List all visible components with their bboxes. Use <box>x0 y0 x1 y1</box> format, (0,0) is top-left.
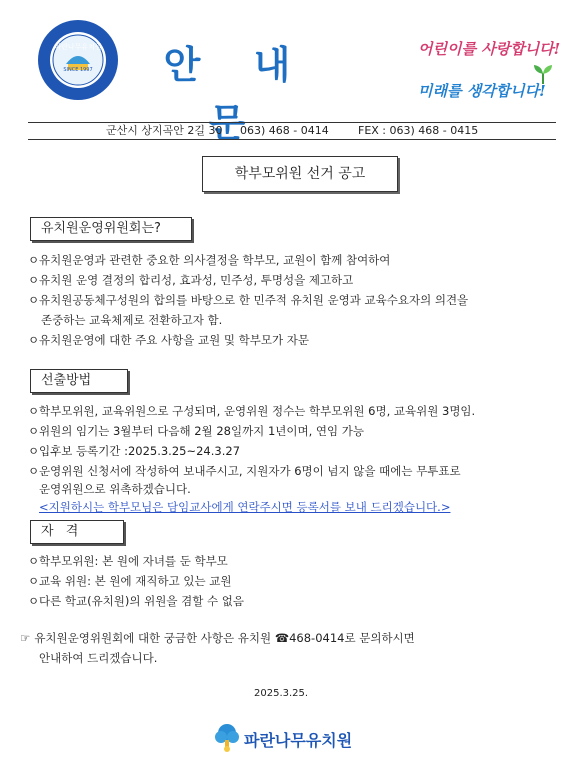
qualify-line-3: ㅇ다른 학교(유치원)의 위원을 겸할 수 없음 <box>28 594 244 608</box>
contact-line-2: 안내하여 드리겠습니다. <box>39 651 158 665</box>
method-line-5: 운영위원으로 위촉하겠습니다. <box>39 482 191 496</box>
section-heading-qualify: 자 격 <box>30 520 124 544</box>
section-heading-method: 선출방법 <box>30 369 128 393</box>
qualify-line-1: ㅇ학부모위원: 본 원에 자녀를 둔 학부모 <box>28 554 228 568</box>
method-line-1: ㅇ학부모위원, 교육위원으로 구성되며, 운영위원 정수는 학부모위원 6명, 교육위원 3명임. <box>28 404 476 418</box>
phone-number: 063) 468 - 0414 <box>240 124 329 137</box>
contact-line-1: ☞ 유치원운영위원회에 대한 궁금한 사항은 유치원 ☎468-0414로 문의하시면 <box>20 631 415 645</box>
tree-logo-icon <box>212 722 242 752</box>
register-request-note: <지원하시는 학부모님은 담임교사에게 연락주시면 등록서를 보내 드리겠습니다.> <box>39 500 451 514</box>
section-heading-about: 유치원운영위원회는? <box>30 217 192 241</box>
address: 군산시 상지곡안 2길 30 <box>106 124 223 137</box>
about-line-3: ㅇ유치원공동체구성원의 합의를 바탕으로 한 민주적 유치원 운영과 교육수요자의 의견을 <box>28 293 469 307</box>
about-line-1: ㅇ유치원운영과 관련한 중요한 의사결정을 학부모, 교원이 함께 참여하여 <box>28 253 391 267</box>
kindergarten-seal-icon <box>36 18 120 102</box>
page-title: 안 내 문 <box>163 43 311 145</box>
pointer-icon: ☞ <box>20 631 31 645</box>
qualify-line-2: ㅇ교육 위원: 본 원에 재직하고 있는 교원 <box>28 574 232 588</box>
slogan-future: 미래를 생각합니다! <box>418 82 546 100</box>
seal-since: SINCE 1997 <box>63 67 93 73</box>
sprout-icon <box>532 64 554 84</box>
method-line-3: ㅇ입후보 등록기간 :2025.3.25~24.3.27 <box>28 444 241 458</box>
method-line-2: ㅇ위원의 임기는 3월부터 다음해 2월 28일까지 1년이며, 연임 가능 <box>28 424 364 438</box>
notice-date: 2025.3.25. <box>254 688 309 699</box>
footer-logo-text: 파란나무유치원 <box>244 731 353 750</box>
footer-logo <box>210 722 370 754</box>
fax-number: FEX : 063) 468 - 0415 <box>358 124 479 137</box>
about-line-4: 존중하는 교육체제로 전환하고자 함. <box>41 313 223 327</box>
seal-text: 파란나무유치원 <box>54 43 102 51</box>
method-line-4: ㅇ운영위원 신청서에 작성하여 보내주시고, 지원자가 6명이 넘지 않을 때에는 무투표로 <box>28 464 461 478</box>
notice-title: 학부모위원 선거 공고 <box>202 156 398 192</box>
contact-bar <box>28 122 556 140</box>
about-line-5: ㅇ유치원운영에 대한 주요 사항을 교원 및 학부모가 자문 <box>28 333 309 347</box>
slogan-love: 어린이를 사랑합니다! <box>418 40 561 58</box>
about-line-2: ㅇ유치원 운영 결정의 합리성, 효과성, 민주성, 투명성을 제고하고 <box>28 273 354 287</box>
